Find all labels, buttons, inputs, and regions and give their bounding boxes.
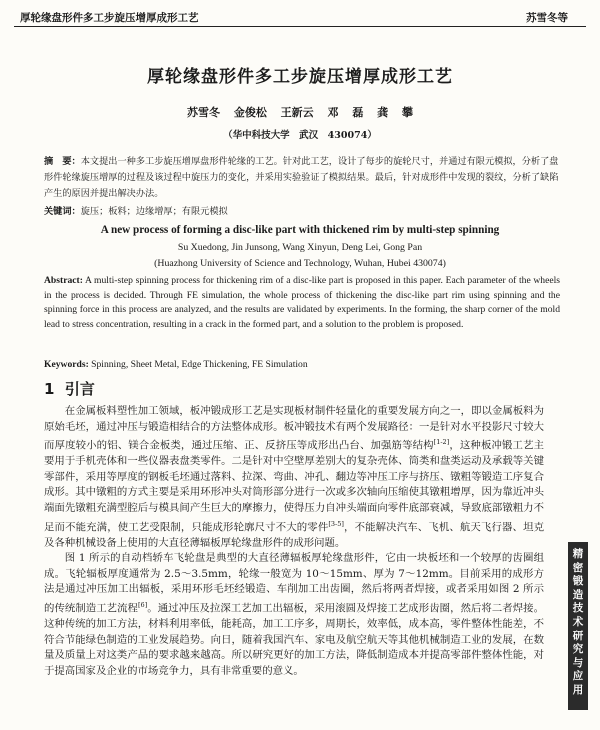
column-tab-char: 究 (572, 643, 584, 656)
abstract-cn (44, 154, 560, 202)
section-heading (44, 378, 95, 399)
running-header (14, 8, 586, 27)
body-text (44, 404, 544, 680)
abstract-cn-label: 摘 要： (44, 156, 81, 167)
author-list-en: Su Xuedong, Jin Junsong, Wang Xinyun, Deng Lei, Gong Pan (177, 242, 423, 253)
column-tab-char: 技 (572, 602, 584, 615)
keywords-en (44, 359, 560, 370)
column-tab-char: 应 (572, 670, 584, 683)
column-tab-char: 精 (572, 548, 584, 560)
column-tab-char: 与 (572, 656, 584, 669)
journal-column-tab (568, 542, 588, 710)
affiliation: （华中科技大学 武汉 430074） (223, 130, 377, 141)
author-list: 苏雪冬 金俊松 王新云 邓 磊 龚 攀 (187, 106, 413, 119)
paper-title: 厚轮缘盘形件多工步旋压增厚成形工艺 (147, 67, 453, 87)
column-tab-char: 锻 (572, 575, 584, 588)
citation: [3-5] (328, 519, 344, 528)
paragraph-text: 图 1 所示的自动档轿车飞轮盘是典型的大直径薄辐板厚轮缘盘形件，它由一块板坯和一个较厚的齿圈组成。飞轮辐板厚度通常为 2.5～3.5mm，轮缘一般宽为 10～15mm、厚为 7～12mm。目前采用的成形方法是通过冲压加工出辐板，采用环形毛坯经锻造、车削加工出齿圈，然后将两者焊接，或者采用如图 2 所示的传统制造工艺流程 (44, 552, 544, 615)
paragraph (44, 551, 544, 679)
paragraph-text: 在金属板料塑性加工领域，板冲锻成形工艺是实现板材制件轻量化的重要发展方向之一，即以金属板料为原始毛坯，通过冲压与锻造相结合的方法整体成形。板冲锻技术有两个发展路径：一是针对水平投影尺寸较大而厚度较小的铝、镁合金板类，通过压缩、正、反挤压等成形出凸台、加强筋等结构 (44, 405, 544, 452)
keywords-en-label: Keywords: (44, 359, 89, 370)
paragraph-text: ，这种板冲锻工艺主要用于手机壳体和一些仪器表盘类零件。二是针对中空壁厚差别大的复杂壳体、筒类和盘类运动及承载等关键零部件，采用等厚度的钢板毛坯通过落料、拉深、弯曲、冲孔、翻边等冲压工序与挤压、镦粗等锻造工序复合成形。其中镦粗的方式主要是采用环形冲头对筒形部分进行一次或多次轴向压缩使其镦粗增厚，因为靠近冲头端面先镦粗充满型腔后与模具间产生巨大的摩擦力，使得压力自冲头端面向零件底部衰减，导致底部镦粗力不足而不能充满，使工艺受限制，只能成形轮廓尺寸不大的零件 (44, 439, 545, 534)
running-header-authors: 苏雪冬等 (526, 12, 568, 24)
keywords-en-text: Spinning, Sheet Metal, Edge Thickening, FE Simulation (88, 359, 308, 370)
paragraph-text: ，不能解决汽车、飞机、航天飞行器、坦克及各种机械设备上使用的大直径薄辐板厚轮缘盘形件的成形问题。 (44, 521, 545, 549)
column-tab-char: 造 (572, 588, 584, 601)
paragraph (44, 404, 544, 551)
paragraph-text: 。通过冲压及拉深工艺加工出辐板，采用滚圆及焊接工艺成形齿圈，然后将二者焊接。这种传统的加工方法，材料利用率低，能耗高，加工工序多，周期长，效率低，成本高，零件整体性能差，不符合节能绿色制造的工业发展趋势。向日，随着我国汽车、家电及航空航天等其他机械制造工业的发展，在数量及质量上对这类产品的要求越来越高。所以研究更好的加工方法，降低制造成本并提高零部件整体性能，对于提高国家及企业的市场竞争力，具有非常重要的意义。 (44, 602, 545, 677)
column-tab-char: 研 (572, 629, 584, 642)
citation: [1-2] (433, 438, 450, 447)
paper-title-en: A new process of forming a disc-like part with thickened rim by multi-step spinning (100, 224, 500, 236)
column-tab-char: 用 (572, 683, 584, 696)
abstract-en-text: A multi-step spinning process for thickening rim of a disc-like part is proposed in this paper. Each parameter of the wheels in the process is decided. Through FE simulation, the whole process of thickening the disc-like part rim using spinning and the spinning force in this process are analyzed, and the results are validated by experiments. In the forming, the sharp corner of the mold lead to stress concentration, resulting in a crack in the formed part, and a solution to the problem is proposed. (44, 275, 560, 330)
section-number: 1 (44, 380, 55, 398)
running-header-title: 厚轮缘盘形件多工步旋压增厚成形工艺 (20, 12, 199, 24)
abstract-cn-text: 本文提出一种多工步旋压增厚盘形件轮缘的工艺。针对此工艺，设计了每步的旋轮尺寸，并通过有限元模拟，分析了盘形件轮缘旋压增厚的过程及该过程中旋压力的变化，并采用实验验证了模拟结果。最后，针对成形件中发现的裂纹，分析了缺陷产生的原因并提出解决办法。 (44, 156, 559, 199)
keywords-cn-label: 关键词： (44, 206, 81, 217)
abstract-en-label: Abstract: (44, 275, 83, 286)
abstract-en (44, 274, 560, 332)
citation: [6] (137, 601, 148, 610)
keywords-cn-text: 旋压；板料；边缘增厚；有限元模拟 (80, 206, 228, 217)
section-title: 引言 (64, 380, 95, 398)
column-tab-char: 术 (572, 615, 584, 628)
affiliation-en: (Huazhong University of Science and Technology, Wuhan, Hubei 430074) (154, 258, 446, 269)
column-tab-char: 密 (572, 561, 584, 574)
keywords-cn (44, 203, 560, 217)
